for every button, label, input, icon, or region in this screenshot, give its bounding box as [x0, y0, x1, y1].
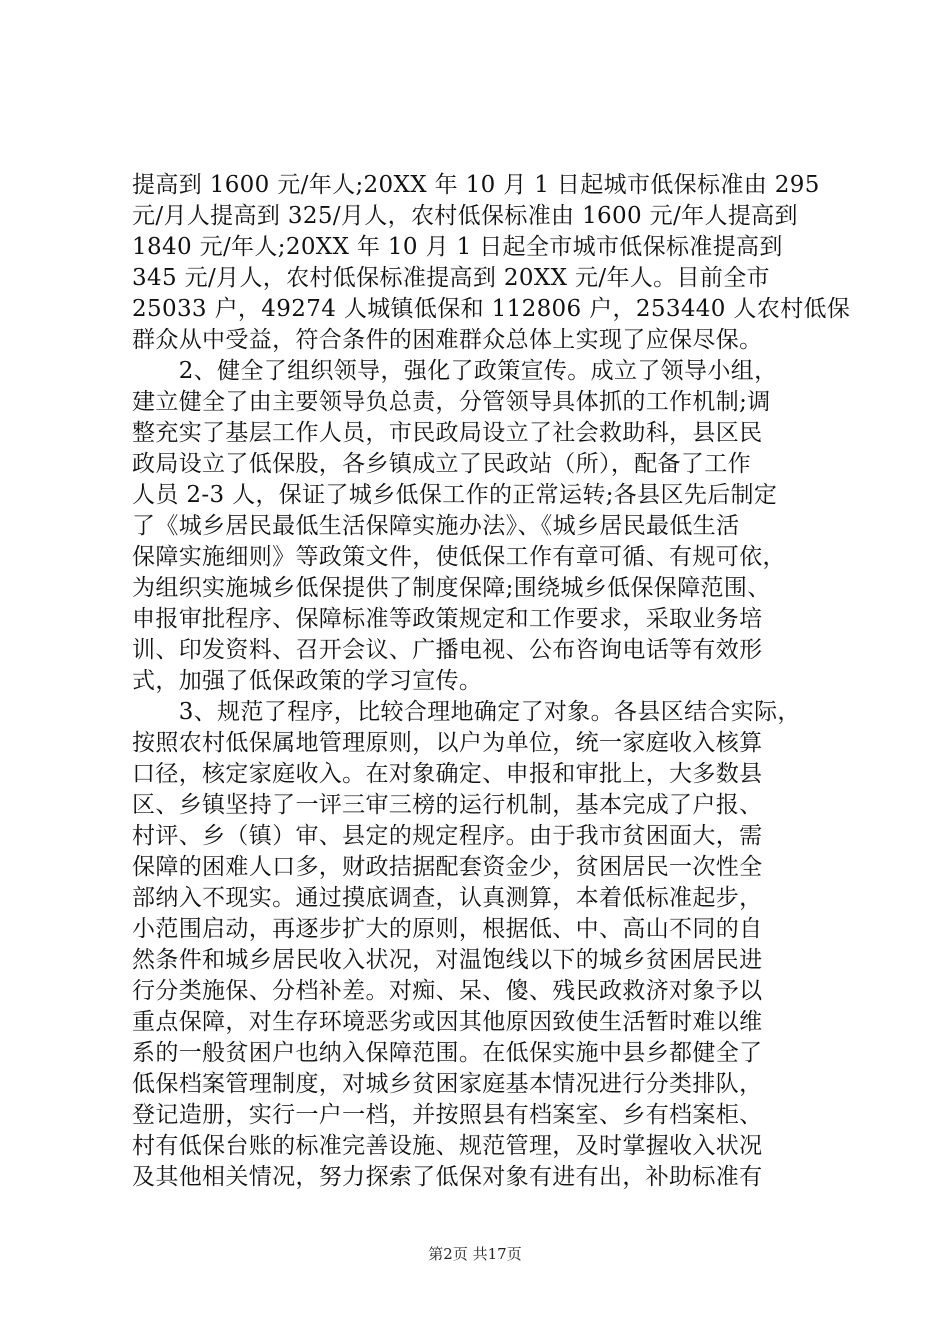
text-line: 群众从中受益，符合条件的困难群众总体上实现了应保尽保。 — [132, 327, 763, 353]
document-body — [132, 170, 851, 1193]
text-line: 训、印发资料、召开会议、广播电视、公布咨询电话等有效形 — [132, 637, 763, 663]
text-line: 25033 户，49274 人城镇低保和 112806 户，253440 人农村低保 — [132, 296, 851, 322]
text-line: 政局设立了低保股，各乡镇成立了民政站（所），配备了工作 — [132, 451, 751, 477]
text-line: 村评、乡（镇）审、县定的规定程序。由于我市贫困面大，需 — [132, 823, 763, 849]
text-line: 小范围启动，再逐步扩大的原则，根据低、中、高山不同的自 — [132, 916, 763, 942]
text-line: 按照农村低保属地管理原则，以户为单位，统一家庭收入核算 — [132, 730, 763, 756]
text-line: 申报审批程序、保障标准等政策规定和工作要求，采取业务培 — [132, 606, 763, 632]
text-line: 提高到 1600 元/年人;20XX 年 10 月 1 日起城市低保标准由 295 — [132, 172, 820, 198]
text-line: 人员 2-3 人，保证了城乡低保工作的正常运转;各县区先后制定 — [132, 482, 778, 508]
text-line: 重点保障，对生存环境恶劣或因其他原因致使生活暂时难以维 — [132, 1009, 763, 1035]
page-number-footer: 第2页 共17页 — [428, 1245, 522, 1263]
text-line: 元/月人提高到 325/月人，农村低保标准由 1600 元/年人提高到 — [132, 203, 798, 229]
text-line: 登记造册，实行一户一档，并按照县有档案室、乡有档案柜、 — [132, 1102, 763, 1128]
text-line: 保障实施细则》等政策文件，使低保工作有章可循、有规可依， — [132, 544, 786, 570]
text-line: 村有低保台账的标准完善设施、规范管理，及时掌握收入状况 — [132, 1133, 763, 1159]
text-line: 建立健全了由主要领导负总责，分管领导具体抓的工作机制;调 — [132, 389, 771, 415]
text-line: 1840 元/年人;20XX 年 10 月 1 日起全市城市低保标准提高到 — [132, 234, 783, 260]
text-line: 区、乡镇坚持了一评三审三榜的运行机制，基本完成了户报、 — [132, 792, 763, 818]
text-line: 整充实了基层工作人员，市民政局设立了社会救助科，县区民 — [132, 420, 763, 446]
text-line: 及其他相关情况，努力探索了低保对象有进有出，补助标准有 — [132, 1164, 763, 1190]
text-line: 了《城乡居民最低生活保障实施办法》、《城乡居民最低生活 — [132, 513, 740, 539]
text-line: 低保档案管理制度，对城乡贫困家庭基本情况进行分类排队， — [132, 1071, 763, 1097]
text-line: 为组织实施城乡低保提供了制度保障;围绕城乡低保保障范围、 — [132, 575, 771, 601]
text-line: 345 元/月人，农村低保标准提高到 20XX 元/年人。目前全市 — [132, 265, 770, 291]
text-line: 保障的困难人口多，财政拮据配套资金少，贫困居民一次性全 — [132, 854, 763, 880]
text-line: 系的一般贫困户也纳入保障范围。在低保实施中县乡都健全了 — [132, 1040, 763, 1066]
text-line: 2、健全了组织领导，强化了政策宣传。成立了领导小组， — [132, 358, 778, 384]
text-line: 3、规范了程序，比较合理地确定了对象。各县区结合实际， — [132, 699, 801, 725]
text-line: 式，加强了低保政策的学习宣传。 — [132, 668, 483, 694]
text-line: 口径，核定家庭收入。在对象确定、申报和审批上，大多数县 — [132, 761, 763, 787]
text-line: 行分类施保、分档补差。对痴、呆、傻、残民政救济对象予以 — [132, 978, 763, 1004]
text-line: 部纳入不现实。通过摸底调查，认真测算，本着低标准起步， — [132, 885, 763, 911]
text-line: 然条件和城乡居民收入状况，对温饱线以下的城乡贫困居民进 — [132, 947, 763, 973]
